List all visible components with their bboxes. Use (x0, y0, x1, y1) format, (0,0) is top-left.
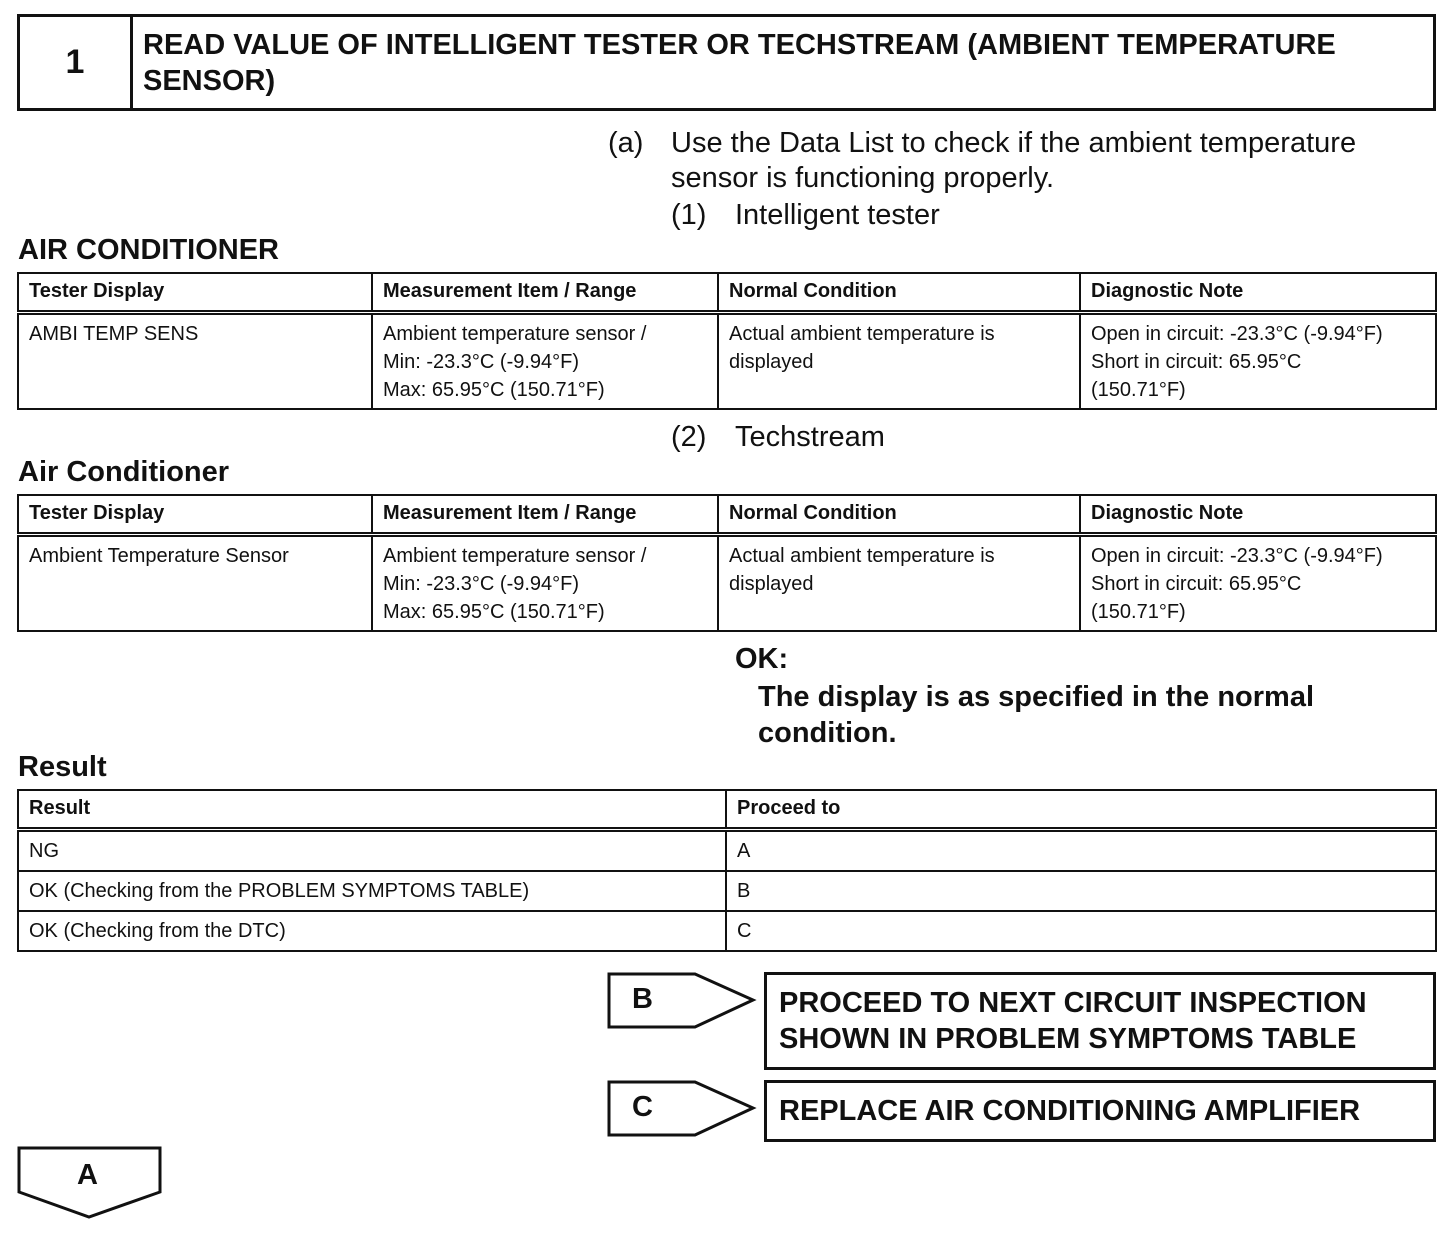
diagnostic-note-cell: Open in circuit: -23.3°C (-9.94°F) Short in circuit: 65.95°C (150.71°F) (1080, 313, 1436, 410)
result-table (17, 789, 1437, 952)
branch-b-label: B (632, 983, 653, 1015)
result-cell: OK (Checking from the DTC) (18, 911, 726, 951)
table-row (18, 830, 1436, 872)
instruction-2-label: (2) (671, 421, 707, 453)
table-row (18, 871, 1436, 911)
instruction-1-label: (1) (671, 199, 707, 231)
column-header: Measurement Item / Range (372, 273, 718, 313)
column-header: Diagnostic Note (1080, 495, 1436, 535)
step-number: 1 (20, 17, 133, 108)
column-header: Tester Display (18, 273, 372, 313)
tester-display-cell: AMBI TEMP SENS (18, 313, 372, 410)
table-row (18, 911, 1436, 951)
data-list-table-techstream (17, 494, 1437, 632)
column-header: Result (18, 790, 726, 830)
branch-c-label: C (632, 1091, 653, 1123)
instruction-2-text: Techstream (735, 421, 885, 453)
table2-title: Air Conditioner (18, 456, 230, 488)
column-header: Tester Display (18, 495, 372, 535)
normal-condition-cell: Actual ambient temperature is displayed (718, 535, 1080, 632)
tester-display-cell: Ambient Temperature Sensor (18, 535, 372, 632)
table-row (18, 535, 1436, 632)
branch-a-label: A (77, 1159, 98, 1191)
proceed-cell: B (726, 871, 1436, 911)
table-header-row (18, 790, 1436, 830)
data-list-table-tester (17, 272, 1437, 410)
column-header: Measurement Item / Range (372, 495, 718, 535)
table-row (18, 313, 1436, 410)
measurement-range-cell: Ambient temperature sensor / Min: -23.3°C (-9.94°F) Max: 65.95°C (150.71°F) (372, 535, 718, 632)
column-header: Normal Condition (718, 495, 1080, 535)
instruction-a-text: Use the Data List to check if the ambient temperature sensor is functioning properly. (671, 127, 1357, 194)
proceed-cell: C (726, 911, 1436, 951)
result-title: Result (18, 751, 107, 783)
instruction-a-label: (a) (608, 127, 644, 159)
result-cell: OK (Checking from the PROBLEM SYMPTOMS TABLE) (18, 871, 726, 911)
table-header-row (18, 273, 1436, 313)
branch-c-arrow-icon (607, 1080, 757, 1138)
column-header: Normal Condition (718, 273, 1080, 313)
normal-condition-cell: Actual ambient temperature is displayed (718, 313, 1080, 410)
column-header: Diagnostic Note (1080, 273, 1436, 313)
branch-b-arrow-icon (607, 972, 757, 1030)
branch-c-action: REPLACE AIR CONDITIONING AMPLIFIER (764, 1080, 1436, 1142)
measurement-range-cell: Ambient temperature sensor / Min: -23.3°C (-9.94°F) Max: 65.95°C (150.71°F) (372, 313, 718, 410)
ok-label: OK: (735, 643, 789, 675)
result-cell: NG (18, 830, 726, 872)
instruction-1-text: Intelligent tester (735, 199, 940, 231)
step-header (17, 14, 1436, 111)
column-header: Proceed to (726, 790, 1436, 830)
step-title: READ VALUE OF INTELLIGENT TESTER OR TECHSTREAM (AMBIENT TEMPERATURE SENSOR) (143, 29, 1336, 97)
diagnostic-note-cell: Open in circuit: -23.3°C (-9.94°F) Short in circuit: 65.95°C (150.71°F) (1080, 535, 1436, 632)
table1-title: AIR CONDITIONER (18, 234, 279, 266)
ok-text: The display is as specified in the normal condition. (758, 681, 1314, 749)
proceed-cell: A (726, 830, 1436, 872)
table-header-row (18, 495, 1436, 535)
branch-b-action: PROCEED TO NEXT CIRCUIT INSPECTION SHOWN IN PROBLEM SYMPTOMS TABLE (764, 972, 1436, 1070)
